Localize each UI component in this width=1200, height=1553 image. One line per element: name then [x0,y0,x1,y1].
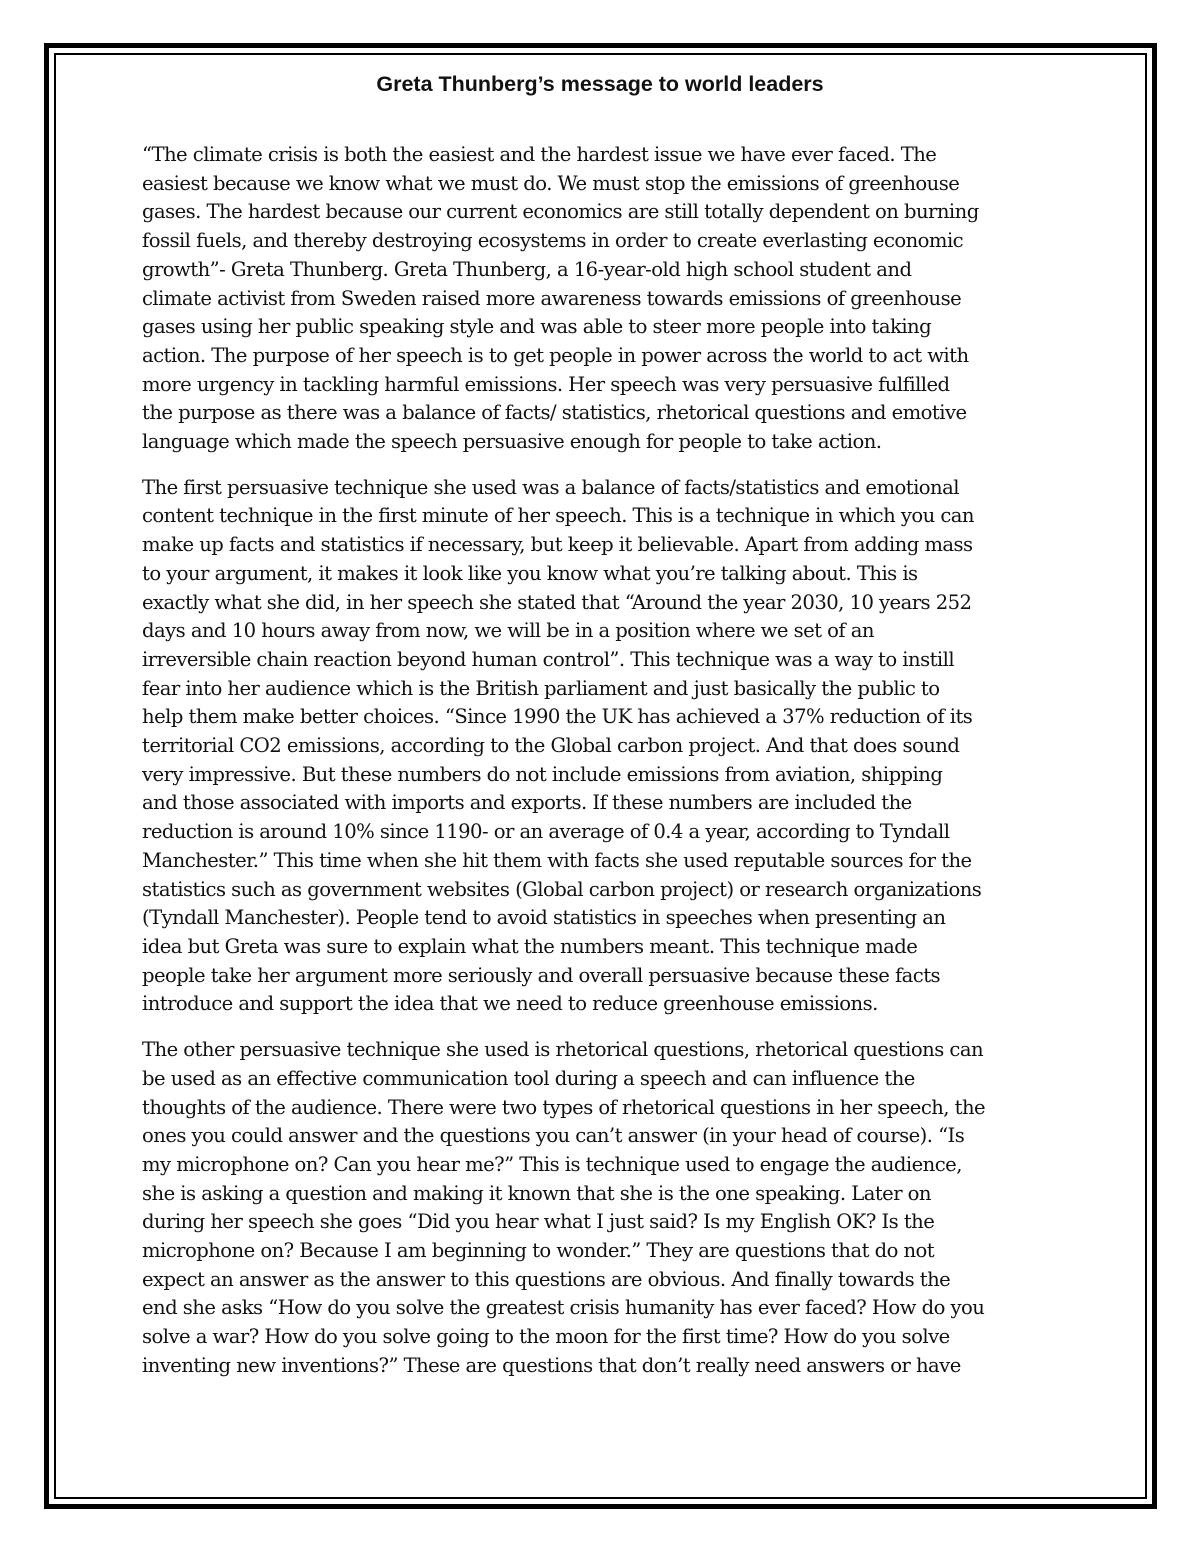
text-line: very impressive. But these numbers do not include emissions from aviation, shipping [142,762,943,786]
text-line: “The climate crisis is both the easiest and the hardest issue we have ever faced. The [142,143,937,166]
text-line: territorial CO2 emissions, according to the Global carbon project. And that does sound [142,734,960,758]
text-line: idea but Greta was sure to explain what the numbers meant. This technique made [142,934,918,958]
text-line: make up facts and statistics if necessary, but keep it believable. Apart from adding mass [142,533,973,557]
text-line: fear into her audience which is the British parliament and just basically the public to [142,676,940,700]
document-title: Greta Thunberg’s message to world leaders [376,72,824,96]
text-line: help them make better choices. “Since 1990 the UK has achieved a 37% reduction of its [142,705,973,729]
text-line: exactly what she did, in her speech she stated that “Around the year 2030, 10 years 252 [142,590,972,614]
paragraph-rhetorical-questions [142,1036,1072,1380]
text-line: language which made the speech persuasive enough for people to take action. [142,430,882,454]
text-line: reduction is around 10% since 1190- or an average of 0.4 a year, according to Tyndall [142,820,950,844]
text-line: my microphone on? Can you hear me?” This is technique used to engage the audience, [142,1152,962,1176]
text-line: ones you could answer and the questions you can’t answer (in your head of course). “Is [142,1124,965,1148]
text-line: action. The purpose of her speech is to get people in power across the world to act with [142,343,969,367]
text-line: gases using her public speaking style and was able to steer more people into taking [142,315,932,339]
text-line: she is asking a question and making it known that she is the one speaking. Later on [142,1181,931,1205]
text-line: microphone on? Because I am beginning to wonder.” They are questions that do not [142,1239,935,1263]
text-line: during her speech she goes “Did you hear what I just said? Is my English OK? Is the [142,1210,935,1234]
text-line: irreversible chain reaction beyond human control”. This technique was a way to instill [142,647,955,671]
text-line: gases. The hardest because our current economics are still totally dependent on burning [142,200,979,224]
paragraph-intro [142,141,1072,457]
text-line: be used as an effective communication tool during a speech and can influence the [142,1066,915,1090]
text-line: statistics such as government websites (Global carbon project) or research organizations [142,877,982,901]
text-line: easiest because we know what we must do. We must stop the emissions of greenhouse [142,171,960,195]
text-line: climate activist from Sweden raised more awareness towards emissions of greenhouse [142,286,962,310]
text-line: Manchester.” This time when she hit them with facts she used reputable sources for the [142,848,972,872]
text-line: introduce and support the idea that we need to reduce greenhouse emissions. [142,992,878,1016]
text-line: solve a war? How do you solve going to the moon for the first time? How do you solve [142,1325,950,1349]
text-line: The first persuasive technique she used was a balance of facts/statistics and emotional [142,475,959,499]
text-line: end she asks “How do you solve the greatest crisis humanity has ever faced? How do you [142,1296,985,1320]
text-line: The other persuasive technique she used is rhetorical questions, rhetorical questions can [142,1038,984,1062]
text-line: fossil fuels, and thereby destroying ecosystems in order to create everlasting economic [142,229,964,253]
text-line: and those associated with imports and exports. If these numbers are included the [142,791,912,815]
text-line: (Tyndall Manchester). People tend to avoid statistics in speeches when presenting an [142,906,946,930]
document-body [142,141,1072,1398]
text-line: the purpose as there was a balance of facts/ statistics, rhetorical questions and emotive [142,401,967,425]
text-line: people take her argument more seriously and overall persuasive because these facts [142,963,941,987]
text-line: content technique in the first minute of her speech. This is a technique in which you can [142,504,974,528]
text-line: more urgency in tackling harmful emissions. Her speech was very persuasive fulfilled [142,372,950,396]
text-line: expect an answer as the answer to this questions are obvious. And finally towards the [142,1267,951,1291]
text-line: to your argument, it makes it look like you know what you’re talking about. This is [142,561,918,585]
text-line: days and 10 hours away from now, we will be in a position where we set of an [142,619,875,643]
text-line: inventing new inventions?” These are questions that don’t really need answers or have [142,1353,961,1377]
text-line: thoughts of the audience. There were two types of rhetorical questions in her speech, the [142,1095,986,1119]
text-line: growth”- Greta Thunberg. Greta Thunberg, a 16-year-old high school student and [142,257,912,281]
paragraph-facts-statistics [142,474,1072,1019]
